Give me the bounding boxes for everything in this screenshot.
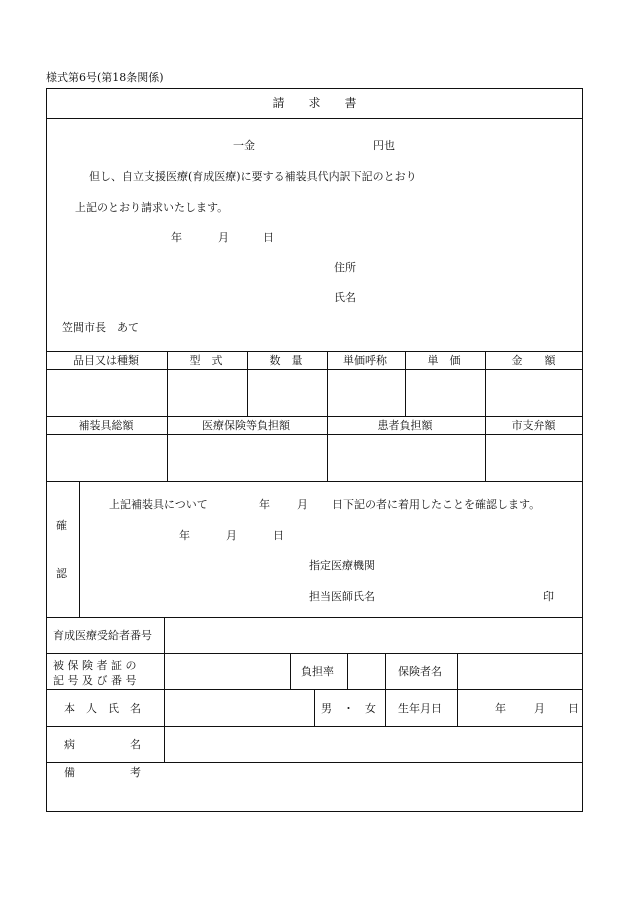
body-line-2: 上記のとおり請求いたします。 [75,201,229,214]
date-year: 年 [171,231,182,244]
totals-header-total: 補装具総額 [78,419,134,432]
confirm-date-year: 年 [179,529,190,542]
birth-year: 年 [495,702,506,715]
recipient-number-label: 育成医療受給者番号 [53,629,152,642]
confirm-sentence-start: 上記補装具について [109,498,208,511]
insurer-name-label: 保険者名 [398,665,442,678]
confirm-sentence-year: 年 [259,498,270,511]
addressee: 笠間市長 あて [62,321,139,334]
amount-prefix: 一金 [233,139,255,152]
seal-mark: 印 [543,590,554,603]
date-month: 月 [218,231,229,244]
items-header-bottom-rule [47,369,582,370]
birth-day: 日 [568,702,579,715]
disease-top-rule [47,726,582,727]
totals-header-patient: 患者負担額 [377,419,433,432]
items-header-amount: 金 額 [511,354,556,367]
totals-header-bottom-rule [47,434,582,435]
burden-rate-label: 負担率 [301,665,334,678]
name-label: 氏名 [334,291,356,304]
confirm-side-top: 確 [56,519,67,532]
confirm-sentence-end: 日下記の者に着用したことを確認します。 [332,498,541,511]
items-header-quantity: 数 量 [269,354,303,367]
confirm-sentence-month: 月 [297,498,308,511]
birth-month: 月 [534,702,545,715]
items-header-top-rule [47,351,582,352]
items-header-unit-price: 単 価 [427,354,461,367]
items-header-kind: 品目又は種類 [73,354,139,367]
address-label: 住所 [334,261,356,274]
remarks-top-rule [47,762,582,763]
amount-suffix: 円也 [373,139,395,152]
recipient-top-rule [47,617,582,618]
items-header-model: 型 式 [189,354,223,367]
confirm-date-month: 月 [226,529,237,542]
form-title: 請 求 書 [272,96,357,110]
doctor-label: 担当医師氏名 [309,590,375,603]
date-day: 日 [263,231,274,244]
insurance-label-line2: 記 号 及 び 番 号 [53,674,137,687]
items-header-unit-name: 単価呼称 [343,354,387,367]
confirm-side-bottom: 認 [56,567,67,580]
remarks-label: 備 考 [64,766,141,779]
sex-label: 男 ・ 女 [321,702,376,715]
totals-header-insurance: 医療保険等負担額 [202,419,290,432]
disease-label: 病 名 [64,738,141,751]
title-rule [47,118,582,119]
totals-header-city: 市支弁額 [511,419,556,432]
confirm-date-day: 日 [273,529,284,542]
confirm-top-rule [47,481,582,482]
form-number-label: 様式第6号(第18条関係) [46,71,164,84]
insurance-label-line1: 被 保 険 者 証 の [53,659,137,672]
birth-label: 生年月日 [398,702,442,715]
insurance-top-rule [47,653,582,654]
totals-header-top-rule [47,416,582,417]
body-line-1: 但し、自立支援医療(育成医療)に要する補装具代内訳下記のとおり [89,170,417,183]
person-name-label: 本 人 氏 名 [64,702,141,715]
institution-label: 指定医療機関 [309,559,375,572]
